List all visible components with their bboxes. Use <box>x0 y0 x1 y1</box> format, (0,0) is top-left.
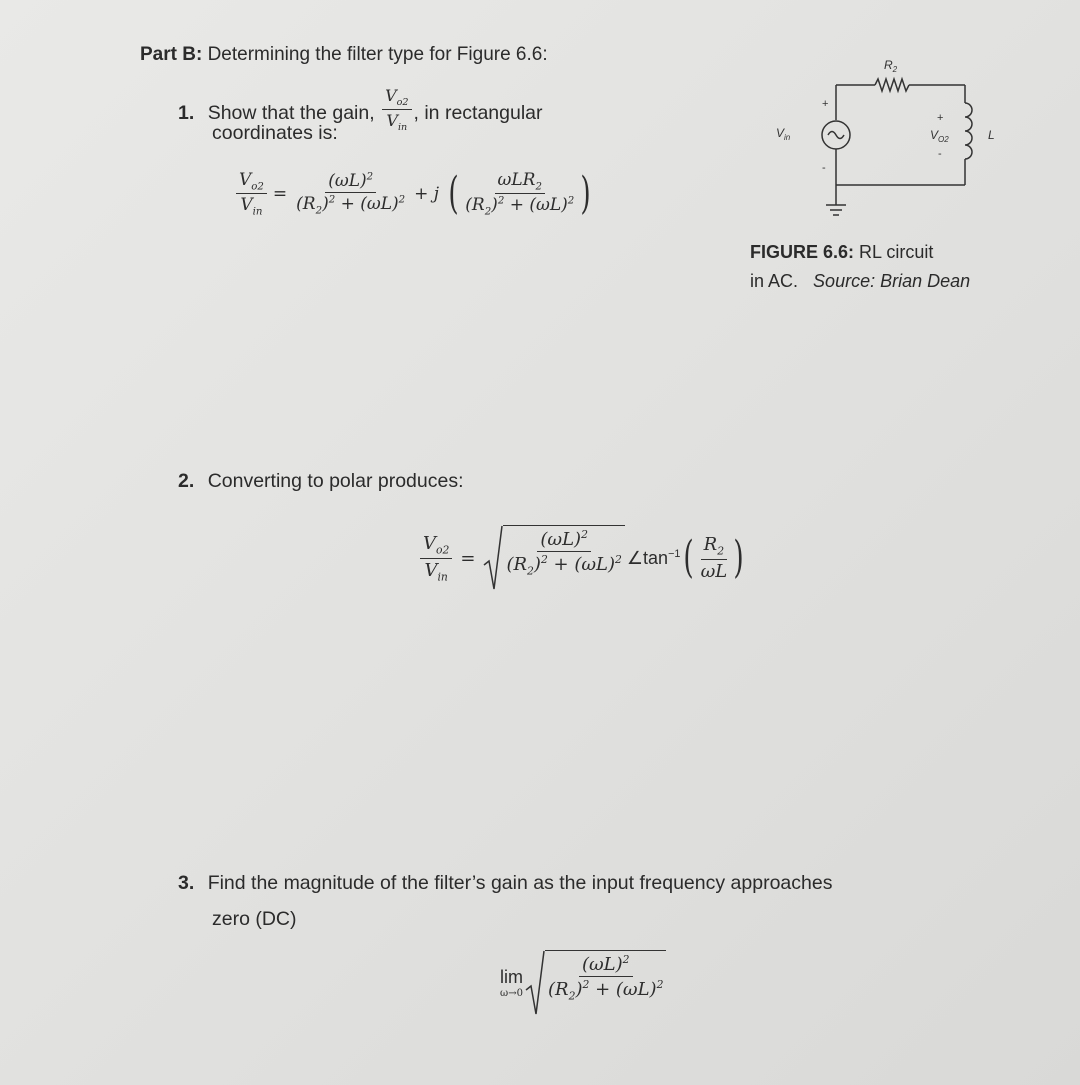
eq2-den-exp: 2 <box>540 553 548 566</box>
eq1-lhs-den-sub: in <box>252 206 263 218</box>
eq1-real-den-exp2: 2 <box>398 194 406 206</box>
eq3-num: (ωL) <box>581 954 623 975</box>
gain-den: V <box>386 111 398 131</box>
eq3-den-plus: + (ωL) <box>589 979 657 1000</box>
eq1-real-den: (R <box>296 194 316 215</box>
question-3-line1: Find the magnitude of the filter’s gain as the input frequency approaches <box>207 872 833 894</box>
eq2-left-paren: ( <box>683 532 695 583</box>
eq1-lhs <box>236 170 267 218</box>
eq3-den-sub: 2 <box>568 989 576 1003</box>
eq1-imag-den-sub: 2 <box>484 206 492 218</box>
eq1-imag-den-plus: + (ωL) <box>504 195 568 216</box>
question-1-line2: coordinates is: <box>212 122 338 144</box>
eq3-lim <box>500 967 523 999</box>
eq1-real-den-sub: 2 <box>315 205 323 217</box>
eq3-lim-text: lim <box>500 967 523 987</box>
eq1-left-paren: ( <box>448 167 459 219</box>
eq2-sqrt <box>483 525 624 591</box>
eq2-den-exp2: 2 <box>615 553 622 566</box>
eq1-imag-den-exp2: 2 <box>567 195 575 207</box>
eq1-real-den-plus: + (ωL) <box>335 194 399 215</box>
ac-sine-icon <box>828 132 844 139</box>
gain-num: V <box>385 86 397 105</box>
question-1-text-after: , in rectangular <box>413 101 543 124</box>
resistor-r2 <box>875 79 909 91</box>
eq1-imag-den-exp: 2 <box>497 195 505 207</box>
label-l: L <box>988 128 995 142</box>
eq2-arg-den: ωL <box>700 560 728 582</box>
label-vo2-minus: - <box>938 148 942 160</box>
eq1-lhs-num-sub: o2 <box>251 181 264 193</box>
figure-caption <box>750 238 970 296</box>
inductor-l <box>965 103 972 159</box>
eq1-real-num-exp: 2 <box>366 171 374 183</box>
question-3 <box>178 872 832 895</box>
figure-line2: in AC. <box>750 271 799 291</box>
eq3-lim-sub: ω→0 <box>500 988 523 999</box>
gain-num-sub: o2 <box>396 97 409 109</box>
eq1-imag-num: ωLR <box>497 170 536 190</box>
eq2-lhs-den: V <box>424 559 438 581</box>
eq3-radicand <box>545 950 666 1016</box>
eq1-right-paren: ) <box>580 167 591 219</box>
part-b-label: Part B: <box>140 44 203 65</box>
part-b-title: Determining the filter type for Figure 6.6: <box>207 44 548 65</box>
label-vo2: $V_{O2}$ <box>930 128 949 144</box>
eq1-lhs-den: V <box>240 195 253 216</box>
eq1-imag-den-mid: ) <box>491 195 498 216</box>
label-vin-minus: - <box>822 162 826 174</box>
question-1-number: 1. <box>178 101 195 124</box>
eq1-imag-part <box>462 170 577 218</box>
question-1-text-before: Show that the gain, <box>207 101 375 124</box>
equation-polar <box>420 525 747 591</box>
eq1-real-den-exp: 2 <box>328 194 336 206</box>
figure-source: Source: Brian Dean <box>813 271 971 291</box>
eq1-equals: = <box>272 183 288 204</box>
eq2-lhs-num-sub: o2 <box>436 543 450 557</box>
question-2-number: 2. <box>178 470 195 492</box>
eq3-sqrt <box>525 950 666 1016</box>
eq1-real-part <box>293 171 408 216</box>
question-2-text: Converting to polar produces: <box>207 470 464 492</box>
eq2-radical-icon <box>483 525 503 591</box>
eq3-radical-icon <box>525 950 545 1016</box>
eq2-arg-num-sub: 2 <box>717 544 725 558</box>
eq3-den-mid: ) <box>575 979 583 1000</box>
eq2-den-plus: + (ωL) <box>547 554 616 575</box>
eq2-num: (ωL) <box>540 529 582 550</box>
question-1-gain-fraction <box>382 86 411 133</box>
label-vin-plus: + <box>822 98 829 110</box>
eq2-radicand <box>503 525 624 591</box>
part-b-heading <box>140 44 548 66</box>
eq3-den: (R <box>548 979 569 1000</box>
figure-label: FIGURE 6.6: <box>750 242 855 262</box>
eq1-imag-den: (R <box>465 195 485 216</box>
eq1-real-num: (ωL) <box>328 171 367 192</box>
question-2 <box>178 470 464 493</box>
equation-rectangular <box>236 167 594 219</box>
label-vin: $V_{in}$ <box>776 126 791 142</box>
eq2-den-sub: 2 <box>527 564 534 578</box>
eq1-lhs-num: V <box>239 170 252 190</box>
eq3-num-exp: 2 <box>622 953 630 966</box>
rl-circuit-diagram <box>760 55 1020 230</box>
eq1-real-den-mid: ) <box>322 194 329 215</box>
eq2-arg-num: R <box>703 534 718 556</box>
eq2-den: (R <box>506 554 528 575</box>
eq2-angle-exp: −1 <box>668 547 681 560</box>
question-3-number: 3. <box>178 872 195 894</box>
eq3-den-exp2: 2 <box>656 978 664 991</box>
eq2-den-mid: ) <box>533 554 541 575</box>
eq2-angle-text: ∠tan <box>626 547 669 568</box>
equation-limit <box>500 950 666 1016</box>
eq2-lhs <box>420 533 452 583</box>
label-vo2-plus: + <box>937 112 944 124</box>
figure-title: RL circuit <box>859 242 934 262</box>
gain-den-sub: in <box>397 122 408 134</box>
eq2-lhs-den-sub: in <box>437 570 448 584</box>
eq3-den-exp: 2 <box>582 978 590 991</box>
eq1-imag-num-sub: 2 <box>535 181 542 193</box>
eq2-equals: = <box>460 547 476 569</box>
eq2-lhs-num: V <box>423 532 436 554</box>
eq2-angle <box>627 548 680 569</box>
label-r2: $R_2$ <box>884 58 898 74</box>
eq2-right-paren: ) <box>733 532 744 583</box>
eq1-plus-j: + j <box>414 183 440 204</box>
eq2-arg <box>698 534 731 582</box>
eq2-num-exp: 2 <box>581 528 588 541</box>
question-3-line2: zero (DC) <box>212 908 297 930</box>
